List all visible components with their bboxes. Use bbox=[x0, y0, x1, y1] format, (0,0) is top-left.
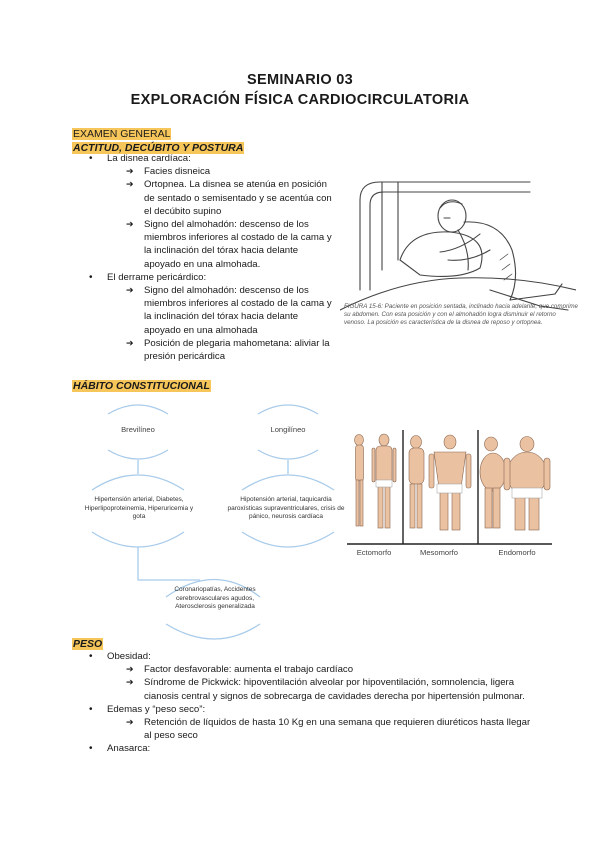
sub-item: ➔ Factor desfavorable: aumenta el trabajo cardíaco bbox=[107, 663, 534, 676]
list-item-obesidad: • Obesidad: ➔ Factor desfavorable: aumenta el trabajo cardíaco ➔ Síndrome de Pickwick: hipoventilación alveolar por hipoventilación, somnolencia, ligera cianosis central y signos de sobrecarga de cavidades derecha por hipertensión pulmonar. bbox=[72, 650, 534, 703]
sub-item: ➔ Facies disneica bbox=[107, 165, 334, 178]
section-heading-habito: HÁBITO CONSTITUCIONAL bbox=[73, 380, 210, 392]
list-item-anasarca: • Anasarca: bbox=[72, 742, 534, 755]
shared-conditions: Coronariopatías, Accidentes cerebrovasculares agudos, Aterosclerosis generalizada bbox=[174, 586, 256, 610]
sub-item: ➔ Síndrome de Pickwick: hipoventilación alveolar por hipoventilación, somnolencia, ligera cianosis central y signos de sobrecarga de cavidades derecha por hipertensión pulmonar. bbox=[107, 676, 534, 702]
longilineo-conditions: Hipotensión arterial, taquicardia paroxísticas supraventriculares, crisis de pánico, neurosis cardíaca bbox=[227, 496, 345, 520]
peso-list bbox=[72, 650, 534, 756]
section-heading-peso: PESO bbox=[73, 638, 103, 650]
page-title: SEMINARIO 03 bbox=[247, 72, 353, 88]
habito-diagram bbox=[70, 392, 345, 642]
list-item-edemas: • Edemas y “peso seco”: ➔ Retención de líquidos de hasta 10 Kg en una semana que requieren diuréticos hasta llegar al peso seco bbox=[72, 703, 534, 743]
label-brevilineo: Brevilíneo bbox=[121, 425, 155, 434]
section-heading-examen-general: EXAMEN GENERAL bbox=[73, 128, 171, 140]
page-subtitle: EXPLORACIÓN FÍSICA CARDIOCIRCULATORIA bbox=[130, 92, 470, 108]
label-mesomorfo: Mesomorfo bbox=[420, 548, 458, 557]
list-item-disnea: • La disnea cardíaca: ➔ Facies disneica ➔ Ortopnea. La disnea se atenúa en posición de sentado o semisentado y se acentúa con el decúbito supino ➔ Signo del almohadón: descenso de los miembros inferiores al costado de la cama y la inclinación del tórax hacia delante apoyado en una almohada. bbox=[72, 152, 334, 271]
sub-item: ➔ Ortopnea. La disnea se atenúa en posición de sentado o semisentado y se acentúa con el decúbito supino bbox=[107, 178, 334, 218]
general-list bbox=[72, 152, 334, 363]
sub-item: ➔ Posición de plegaria mahometana: aliviar la presión pericárdica bbox=[107, 337, 334, 363]
label-endomorfo: Endomorfo bbox=[498, 548, 536, 557]
brevilineo-conditions: Hipertensión arterial, Diabetes, Hiperlipoproteinemia, Hiperuricemia y gota bbox=[84, 496, 194, 520]
label-ectomorfo: Ectomorfo bbox=[356, 548, 392, 557]
sub-item: ➔ Signo del almohadón: descenso de los miembros inferiores al costado de la cama y la inclinación del tórax hacia delante apoyado en una almohada bbox=[107, 284, 334, 337]
sub-item: ➔ Retención de líquidos de hasta 10 Kg en una semana que requieren diuréticos hasta llegar al peso seco bbox=[107, 716, 534, 742]
figure-caption: FIGURA 15-6: Paciente en posición sentada, inclinado hacia adelante, que comprime su abdomen. Con esta posición y con el almohadón logra disminuir el retorno venoso. La posición es característica de la disnea de reposo y ortopnea. bbox=[344, 303, 579, 326]
somatotype-illustration bbox=[347, 430, 552, 562]
subheading-actitud-decubito: ACTITUD, DECÚBITO Y POSTURA bbox=[73, 142, 244, 154]
label-longilineo: Longilíneo bbox=[270, 425, 306, 434]
sub-item: ➔ Signo del almohadón: descenso de los miembros inferiores al costado de la cama y la inclinación del tórax hacia delante apoyado en una almohada. bbox=[107, 218, 334, 271]
list-item-derrame: • El derrame pericárdico: ➔ Signo del almohadón: descenso de los miembros inferiores al costado de la cama y la inclinación del tórax hacia delante apoyado en una almohada ➔ Posición de plegaria mahometana: aliviar la presión pericárdica bbox=[72, 271, 334, 363]
